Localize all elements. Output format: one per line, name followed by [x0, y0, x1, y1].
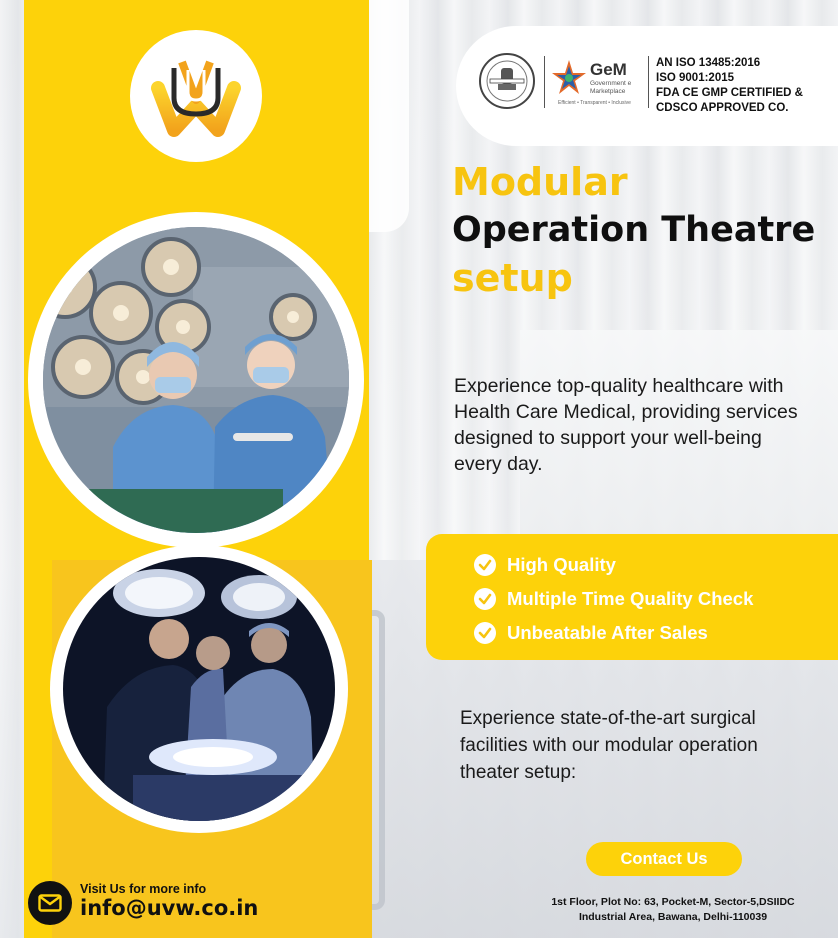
- brand-logo: [130, 30, 262, 162]
- surgery-photo-2: [50, 545, 348, 833]
- check-icon: [474, 622, 496, 644]
- intro-description: Experience top-quality healthcare with Health Care Medical, providing services designed to support your well-being every day.: [454, 375, 798, 475]
- panel-corner: [369, 0, 409, 232]
- certification-list: [656, 56, 803, 116]
- email-link[interactable]: info@uvw.co.in: [80, 896, 259, 920]
- address: [508, 895, 838, 925]
- feature-item: [474, 548, 838, 582]
- contact-us-button[interactable]: Contact Us: [586, 842, 742, 876]
- mail-icon: [28, 881, 72, 925]
- address-line-1: 1st Floor, Plot No: 63, Pocket-M, Sector-5,DSIIDC: [551, 896, 795, 908]
- cert-line: ISO 9001:2015: [656, 72, 735, 84]
- cert-line: FDA CE GMP CERTIFIED &: [656, 87, 803, 99]
- operating-room-image: [63, 557, 335, 821]
- feature-item: [474, 616, 838, 650]
- features-box: [426, 534, 838, 660]
- cert-divider-1: [544, 56, 545, 108]
- cert-line: AN ISO 13485:2016: [656, 57, 761, 69]
- cdsco-emblem-icon: [478, 52, 536, 110]
- headline-line-2: Operation Theatre: [452, 210, 816, 250]
- feature-label: Unbeatable After Sales: [507, 622, 708, 643]
- cert-line: CDSCO APPROVED CO.: [656, 102, 789, 114]
- gem-subtitle: Government e Marketplace: [590, 80, 632, 95]
- surgery-photo-1: [28, 212, 364, 548]
- headline-line-3: setup: [452, 256, 573, 300]
- headline-line-1: Modular: [452, 160, 628, 204]
- feature-item: [474, 582, 838, 616]
- cert-divider-2: [648, 56, 649, 108]
- surgeons-operating-image: [43, 227, 349, 533]
- uvw-logo-icon: [144, 48, 248, 144]
- feature-label: High Quality: [507, 554, 616, 575]
- gem-tagline: Efficient • Transparent • Inclusive: [558, 100, 631, 106]
- check-icon: [474, 588, 496, 610]
- address-line-2: Industrial Area, Bawana, Delhi-110039: [578, 911, 768, 923]
- gem-logo-icon: [550, 58, 588, 96]
- secondary-description: Experience state-of-the-art surgical facilities with our modular operation theater setup:: [460, 708, 758, 783]
- feature-label: Multiple Time Quality Check: [507, 588, 754, 609]
- gem-name: GeM: [590, 60, 627, 79]
- visit-label: Visit Us for more info: [80, 882, 207, 896]
- check-icon: [474, 554, 496, 576]
